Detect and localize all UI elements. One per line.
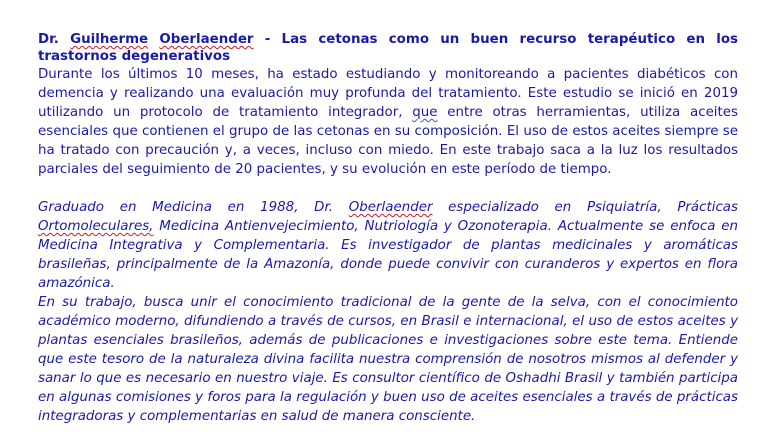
intro-text-2: entre otras herramientas, utiliza aceites esenciales que contienen el grupo de las cetonas en su composición. El uso de estos aceites siempre se ha tratado con precaución y, a veces, incluso con miedo. En este trabajo saca a la luz los resultados parciales del seguimiento de 20 pacientes, y su evolución en este período de tiempo. xyxy=(38,105,738,177)
bio1-name: Oberlaender xyxy=(348,200,433,215)
title-prefix: Dr. xyxy=(38,32,71,47)
title-first-name: Guilherme xyxy=(70,32,149,47)
intro-que-word: que xyxy=(412,105,438,120)
document-title xyxy=(38,31,738,65)
bio-paragraph-1 xyxy=(38,198,738,293)
bio1-text-2: especializado en Psiquiatría, Prácticas xyxy=(432,200,738,215)
bio1-text-3: Medicina Antienvejecimiento, Nutriología y Ozonoterapia. Actualmente se enfoca en Medicina Integrativa y Complementaria. Es investigador de plantas medicinales y aromáticas brasileñas, principalmente de la Amazonía, donde puede convivir con curanderos y expertos en flora amazónica. xyxy=(38,219,738,291)
bio-paragraph-2 xyxy=(38,293,738,426)
intro-paragraph xyxy=(38,65,738,179)
bio2-text: En su trabajo, busca unir el conocimiento tradicional de la gente de la selva, con el conocimiento académico moderno, difundiendo a través de cursos, en Brasil e internacional, el uso de estos aceites y plantas esenciales brasileños, además de publicaciones e investigaciones sobre este tema. Entiende que este tesoro de la naturaleza divina facilita nuestra comprensión de nosotros mismos al defender y sanar lo que es necesario en nuestro viaje. Es consultor científico de Oshadhi Brasil y también participa en algunas comisiones y foros para la regulación y buen uso de aceites esenciales a través de prácticas integradoras y complementarias en salud de manera consciente. xyxy=(38,295,738,424)
paragraph-spacer xyxy=(38,179,738,198)
intro-text-1: Durante los últimos 10 meses, ha estado estudiando y monitoreando a pacientes diabéticos con demencia y realizando una evaluación muy profunda del tratamiento. Este estudio se inició en 2019 utilizando un protocolo de tratamiento integrador, xyxy=(38,67,738,120)
title-last-name: Oberlaender xyxy=(159,32,254,47)
bio1-ortho-word: Ortomoleculares, xyxy=(38,219,154,234)
document-body xyxy=(38,31,738,426)
title-space xyxy=(148,32,159,47)
bio1-text-1: Graduado en Medicina en 1988, Dr. xyxy=(38,200,349,215)
title-rest: - Las cetonas como un buen recurso terapéutico en los trastornos degenerativos xyxy=(38,32,738,64)
